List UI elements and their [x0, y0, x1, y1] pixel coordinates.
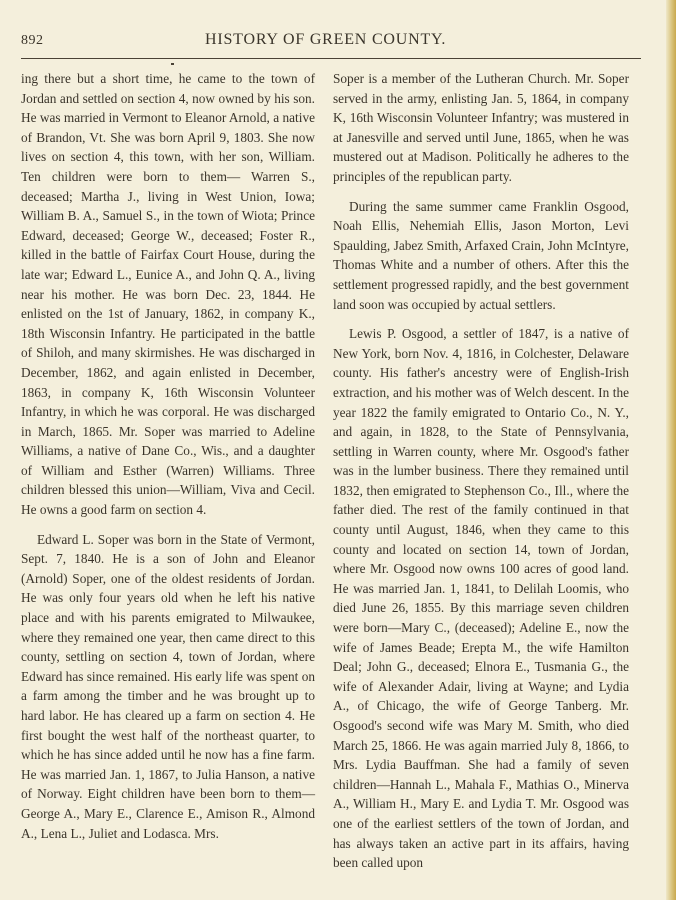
- paragraph: Lewis P. Osgood, a settler of 1847, is a native of New York, born Nov. 4, 1816, in Colchester, Delaware county. His father's ancestry were of English-Irish extraction, and his mother was of Welch descent. In the year 1822 the family emigrated to Ontario Co., N. Y., and again, in 1828, to the State of Pennsylvania, settling in Warren county, where Mr. Osgood's father was in the lumber business. There they remained until 1832, then emigrated to Stephenson Co., Ill., where the father died. The rest of the family continued in that county until August, 1846, when they came to this county and located on section 14, town of Jordan, where Mr. Osgood now owns 100 acres of good land. He was married Jan. 1, 1841, to Delilah Loomis, who died June 26, 1855. By this marriage seven children were born—Mary C., (deceased); Adeline E., now the wife of James Beade; Erepta M., the wife Hamilton Deal; John G., deceased; Elnora E., Tusmania G., the wife of Alexander Adair, living at Wayne; and Lydia A., of Chicago, the wife of George Tanberg. Mr. Osgood's second wife was Mary M. Smith, who died March 25, 1866. He was again married July 8, 1866, to Mrs. Lydia Bauffman. She had a family of seven children—Hannah L., Mahala F., Mathias O., Minerva A., William H., Mary E. and Lydia T. Mr. Osgood was one of the earliest settlers of the town of Jordan, and has always taken an active part in its affairs, having been called upon: [333, 326, 629, 871]
- paragraph: Soper is a member of the Lutheran Church. Mr. Soper served in the army, enlisting Jan. 5, 1864, in company K, 16th Wisconsin Volunteer Infantry; was mustered in at Janesville and served until June, 1865, when he was mustered out at Madison. Politically he adheres to the principles of the republican party.: [333, 71, 629, 184]
- paragraph: During the same summer came Franklin Osgood, Noah Ellis, Nehemiah Ellis, Jason Morton, Levi Spaulding, Jabez Smith, Arfaxed Crain, John McIntyre, Thomas White and a number of others. After this the settlement progressed rapidly, and the best government land soon was occupied by actual settlers.: [333, 198, 629, 312]
- left-column: [21, 69, 315, 843]
- page-header: [0, 31, 676, 51]
- rule-mark: [171, 63, 174, 65]
- paragraph: ing there but a short time, he came to the town of Jordan and settled on section 4, now owned by his son. He was married in Vermont to Eleanor Arnold, a native of Brandon, Vt. She was born April 9, 1803. She now lives on section 4, this town, with her son, William. Ten children were born to them— Warren S., deceased; Martha J., living in West Union, Iowa; William B. A., Samuel S., in the town of Wiota; Prince Edward, deceased; George W., deceased; Foster R., killed in the battle of Fairfax Court House, during the late war; Edward L., Eunice A., and John Q. A., living near his mother. He was born Dec. 23, 1844. He enlisted on the 1st of January, 1862, in company K., 18th Wisconsin Infantry. He participated in the battle of Shiloh, and many skirmishes. He was discharged in December, 1862, and again enlisted in December, 1863, in company K, 16th Wisconsin Volunteer Infantry, in which he was corporal. He was discharged in March, 1865. Mr. Soper was married to Adeline Williams, a native of Dane Co., Wis., and a daughter of William and Esther (Warren) Williams. Three children blessed this union—William, Viva and Cecil. He owns a good farm on section 4.: [21, 71, 315, 518]
- running-head: HISTORY OF GREEN COUNTY.: [205, 31, 447, 48]
- page-edge-shadow: [666, 0, 676, 900]
- header-rule: [21, 58, 641, 59]
- right-column: [333, 69, 629, 873]
- paragraph: Edward L. Soper was born in the State of Vermont, Sept. 7, 1840. He is a son of John and Eleanor (Arnold) Soper, one of the oldest residents of Jordan. He was only four years old when he left his native place and with his parents emigrated to Milwaukee, where they remained one year, then came direct to this county, settling on section 4, town of Jordan, where Edward has since remained. His early life was spent on a farm among the timber and he was brought up to hard labor. He has cleared up a farm on section 4. He first bought the west half of the northeast quarter, to which he has since added until he now has a fine farm. He was married Jan. 1, 1867, to Julia Hanson, a native of Norway. Eight children have been born to them— George A., Mary E., Clarence E., Amison R., Almond A., Lena L., Juliet and Lodasca. Mrs.: [21, 531, 315, 841]
- page-number: 892: [21, 33, 44, 48]
